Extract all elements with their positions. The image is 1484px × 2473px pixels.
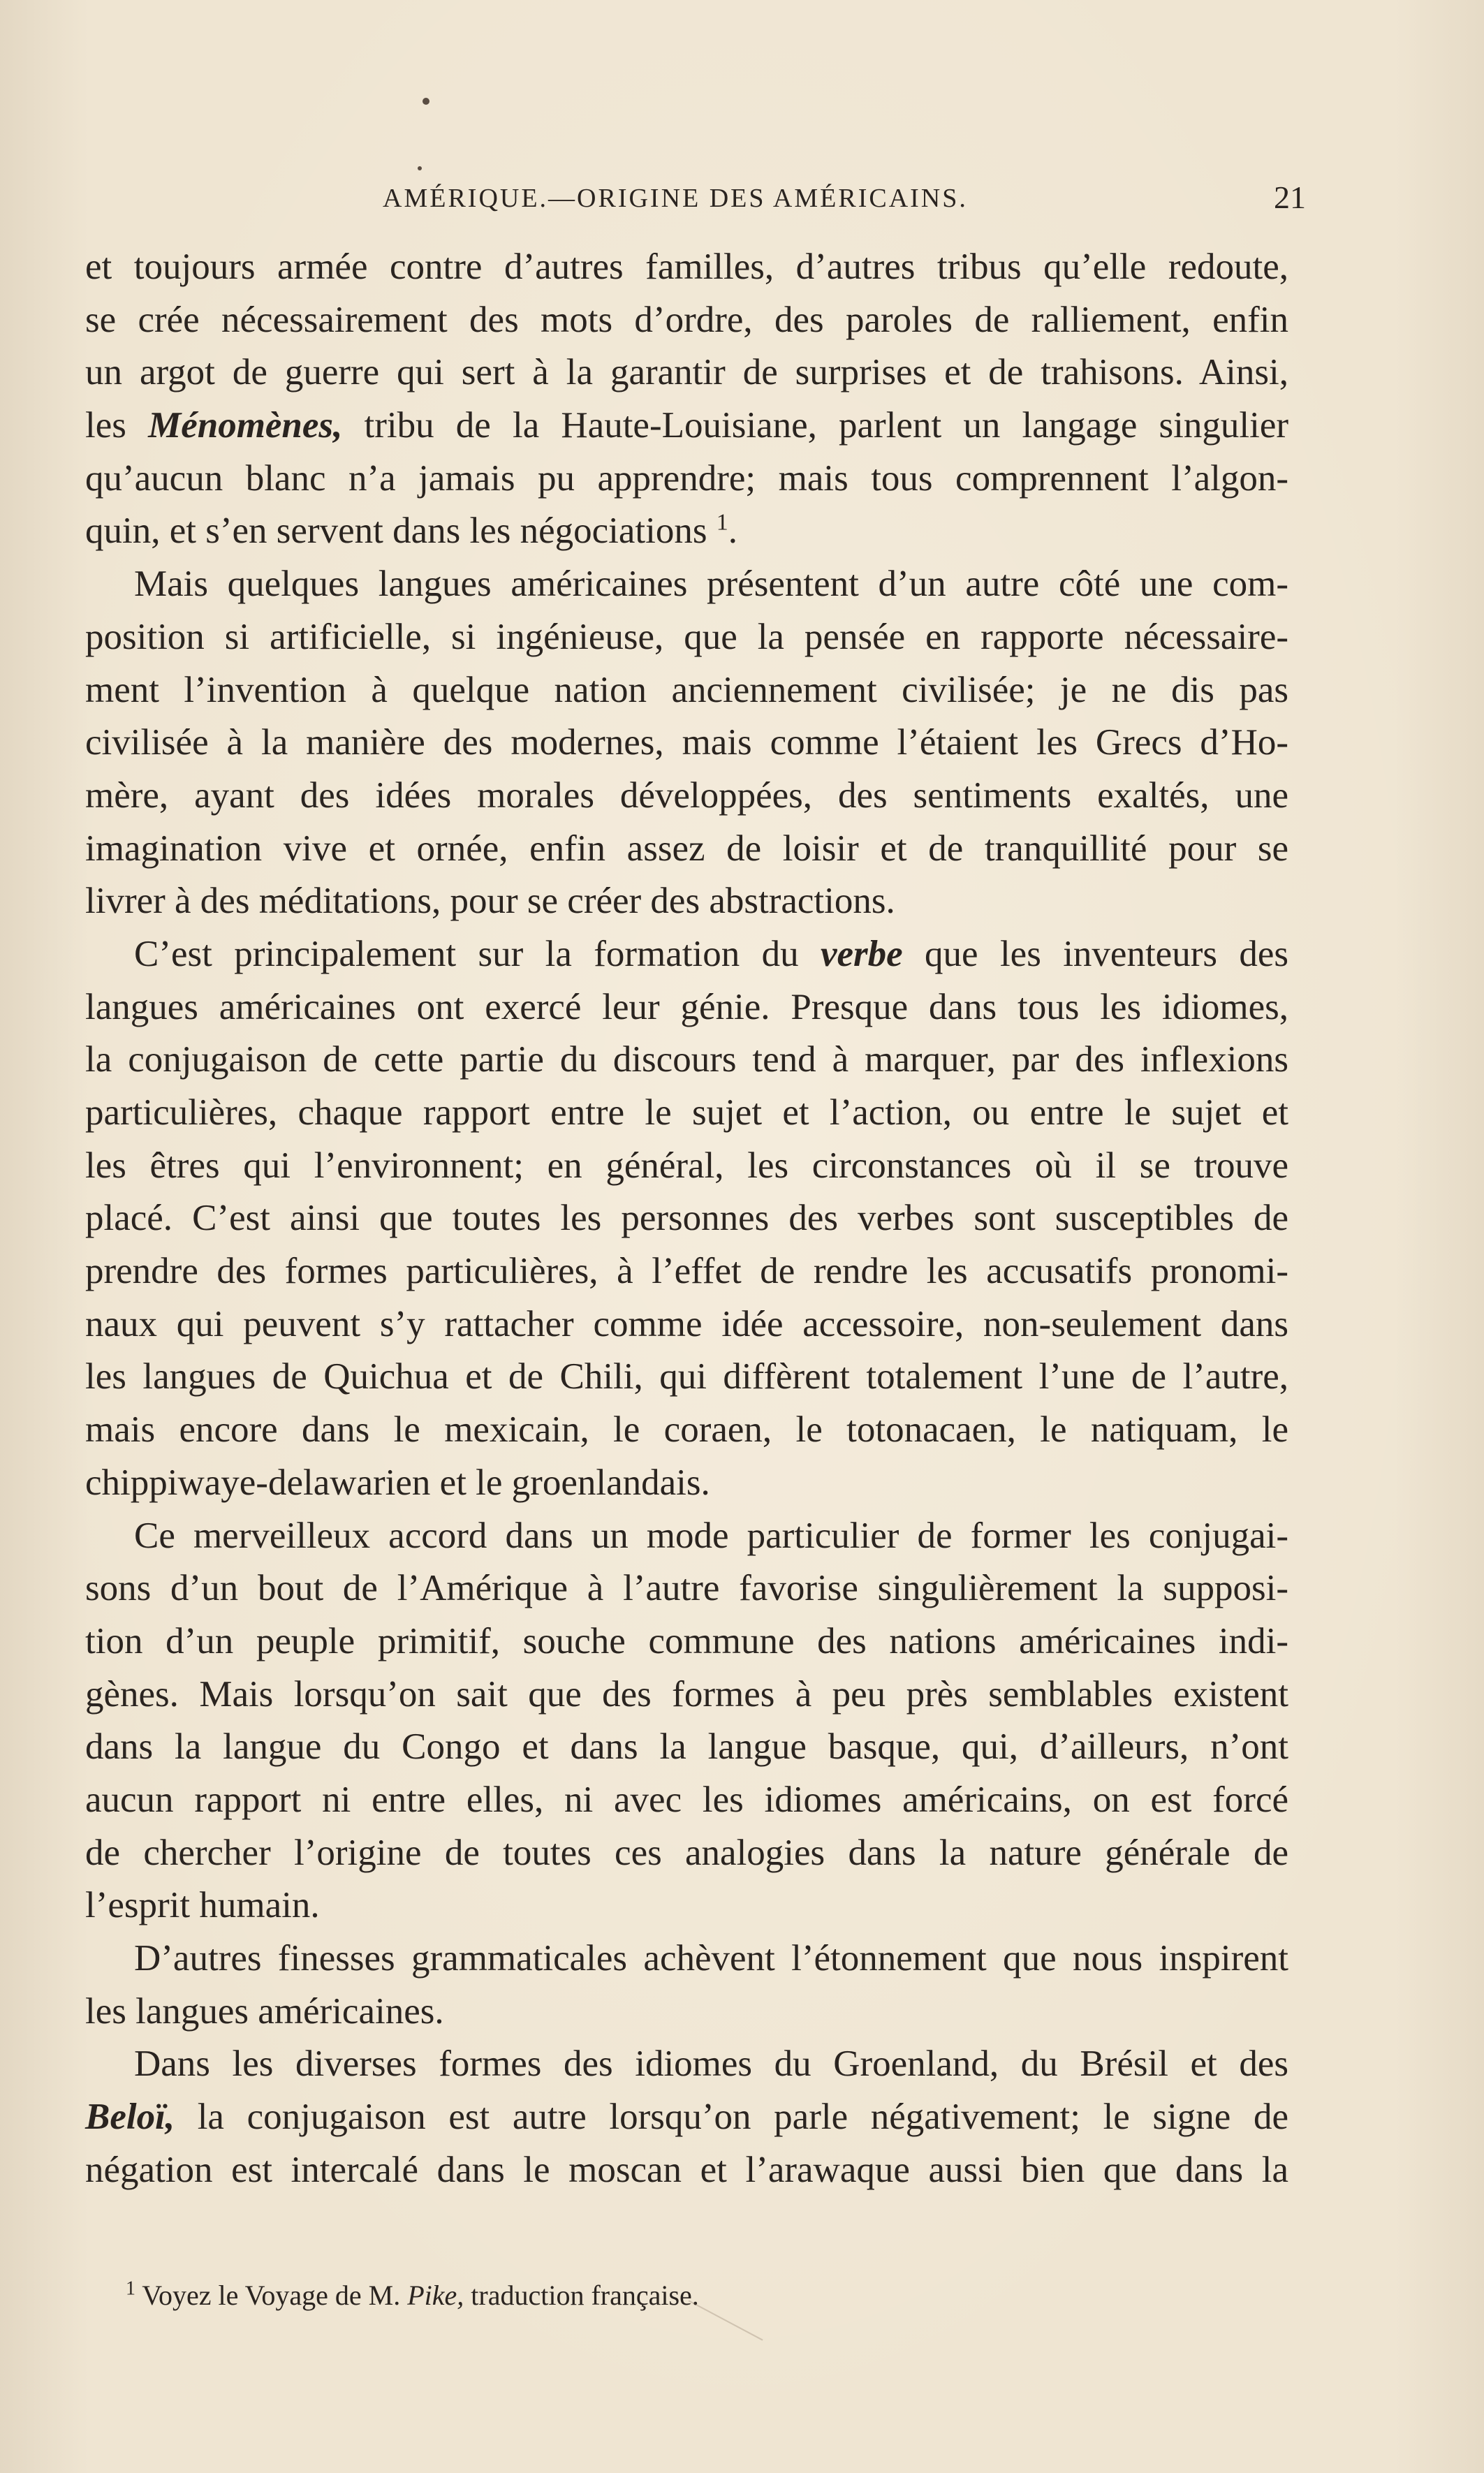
text-line: Dans les diverses formes des idiomes du Groenland, du Brésil et des <box>134 2043 1288 2085</box>
text-line: de chercher l’origine de toutes ces analogies dans la nature générale de <box>85 1832 1288 1873</box>
text-line: les êtres qui l’environnent; en général, les circonstances où il se trouve <box>85 1145 1288 1186</box>
italic-term: Beloï, <box>85 2097 175 2138</box>
text-run: quin, et s’en servent dans les négociations <box>85 511 717 552</box>
text-run: les <box>85 405 149 446</box>
text-run: . <box>728 511 737 552</box>
text-line: imagination vive et ornée, enfin assez de loisir et de tranquillité pour se <box>85 828 1288 869</box>
ink-dot <box>418 166 422 170</box>
text-line: mais encore dans le mexicain, le coraen, le totonacaen, le natiquam, le <box>85 1409 1288 1451</box>
running-title: AMÉRIQUE.—ORIGINE DES AMÉRICAINS. <box>383 184 968 213</box>
text-line: langues américaines ont exercé leur génie. Presque dans tous les idiomes, <box>85 986 1288 1027</box>
text-line <box>85 928 1288 981</box>
text-run: tribu de la Haute-Louisiane, parlent un langage singulier <box>342 405 1288 446</box>
italic-term: Ménomènes, <box>148 405 343 446</box>
text-line: ment l’invention à quelque nation anciennement civilisée; je ne dis pas <box>85 669 1288 710</box>
text-line: dans la langue du Congo et dans la langue basque, qui, d’ailleurs, n’ont <box>85 1726 1288 1768</box>
text-line: prendre des formes particulières, à l’effet de rendre les accusatifs pronomi- <box>85 1251 1288 1292</box>
text-line: les langues de Quichua et de Chili, qui diffèrent totalement l’une de l’autre, <box>85 1356 1288 1397</box>
text-line: les langues américaines. <box>85 1990 444 2032</box>
text-line: la conjugaison de cette partie du discours tend à marquer, par des inflexions <box>85 1039 1288 1080</box>
text-run: que les inventeurs des <box>902 933 1288 974</box>
ink-dot <box>423 98 429 105</box>
footnote-marker: 1 <box>126 2277 135 2300</box>
text-line: Mais quelques langues américaines présentent d’un autre côté une com- <box>134 564 1288 605</box>
text-line: position si artificielle, si ingénieuse, que la pensée en rapporte nécessaire- <box>85 616 1288 657</box>
text-line: chippiwaye-delawarien et le groenlandais. <box>85 1462 710 1503</box>
text-line: gènes. Mais lorsqu’on sait que des formes à peu près semblables existent <box>85 1673 1288 1715</box>
text-line: sons d’un bout de l’Amérique à l’autre favorise singulièrement la supposi- <box>85 1568 1288 1609</box>
text-line: un argot de guerre qui sert à la garantir de surprises et de trahisons. Ainsi, <box>85 352 1288 393</box>
text-line: se crée nécessairement des mots d’ordre, des paroles de ralliement, enfin <box>85 299 1288 340</box>
footnote-text: traduction française. <box>464 2280 699 2311</box>
text-run: la conjugaison est autre lorsqu’on parle négativement; le signe de <box>175 2097 1288 2138</box>
body-text <box>85 241 1288 2196</box>
text-line: l’esprit humain. <box>85 1885 320 1926</box>
footnote <box>126 2278 1103 2313</box>
page-number: 21 <box>1274 179 1306 215</box>
footnote-italic: Pike, <box>407 2280 464 2311</box>
footnote-ref: 1 <box>716 509 728 536</box>
running-head <box>383 179 1306 225</box>
text-line: mère, ayant des idées morales développées, des sentiments exaltés, une <box>85 775 1288 816</box>
text-line: civilisée à la manière des modernes, mais comme l’étaient les Grecs d’Ho- <box>85 722 1288 763</box>
text-run: C’est principalement sur la formation du <box>134 933 821 974</box>
text-line: tion d’un peuple primitif, souche commune des nations américaines indi- <box>85 1620 1288 1661</box>
text-line: qu’aucun blanc n’a jamais pu apprendre; mais tous comprennent l’algon- <box>85 457 1288 499</box>
text-line: négation est intercalé dans le moscan et l’arawaque aussi bien que dans la <box>85 2149 1288 2190</box>
text-line <box>85 2091 1288 2144</box>
italic-term: verbe <box>820 933 903 974</box>
text-line: D’autres finesses grammaticales achèvent l’étonnement que nous inspirent <box>134 1938 1288 1979</box>
text-line: naux qui peuvent s’y rattacher comme idée accessoire, non-seulement dans <box>85 1303 1288 1344</box>
text-line: livrer à des méditations, pour se créer des abstractions. <box>85 881 895 922</box>
text-line: placé. C’est ainsi que toutes les personnes des verbes sont susceptibles de <box>85 1198 1288 1239</box>
text-line: particulières, chaque rapport entre le sujet et l’action, ou entre le sujet et <box>85 1092 1288 1133</box>
text-line: et toujours armée contre d’autres familles, d’autres tribus qu’elle redoute, <box>85 247 1288 287</box>
text-line: aucun rapport ni entre elles, ni avec les idiomes américains, on est forcé <box>85 1779 1288 1820</box>
text-line <box>85 399 1288 453</box>
text-line: Ce merveilleux accord dans un mode particulier de former les conjugai- <box>134 1515 1288 1556</box>
text-line <box>85 505 1288 558</box>
footnote-text: Voyez le Voyage de M. <box>142 2280 408 2311</box>
